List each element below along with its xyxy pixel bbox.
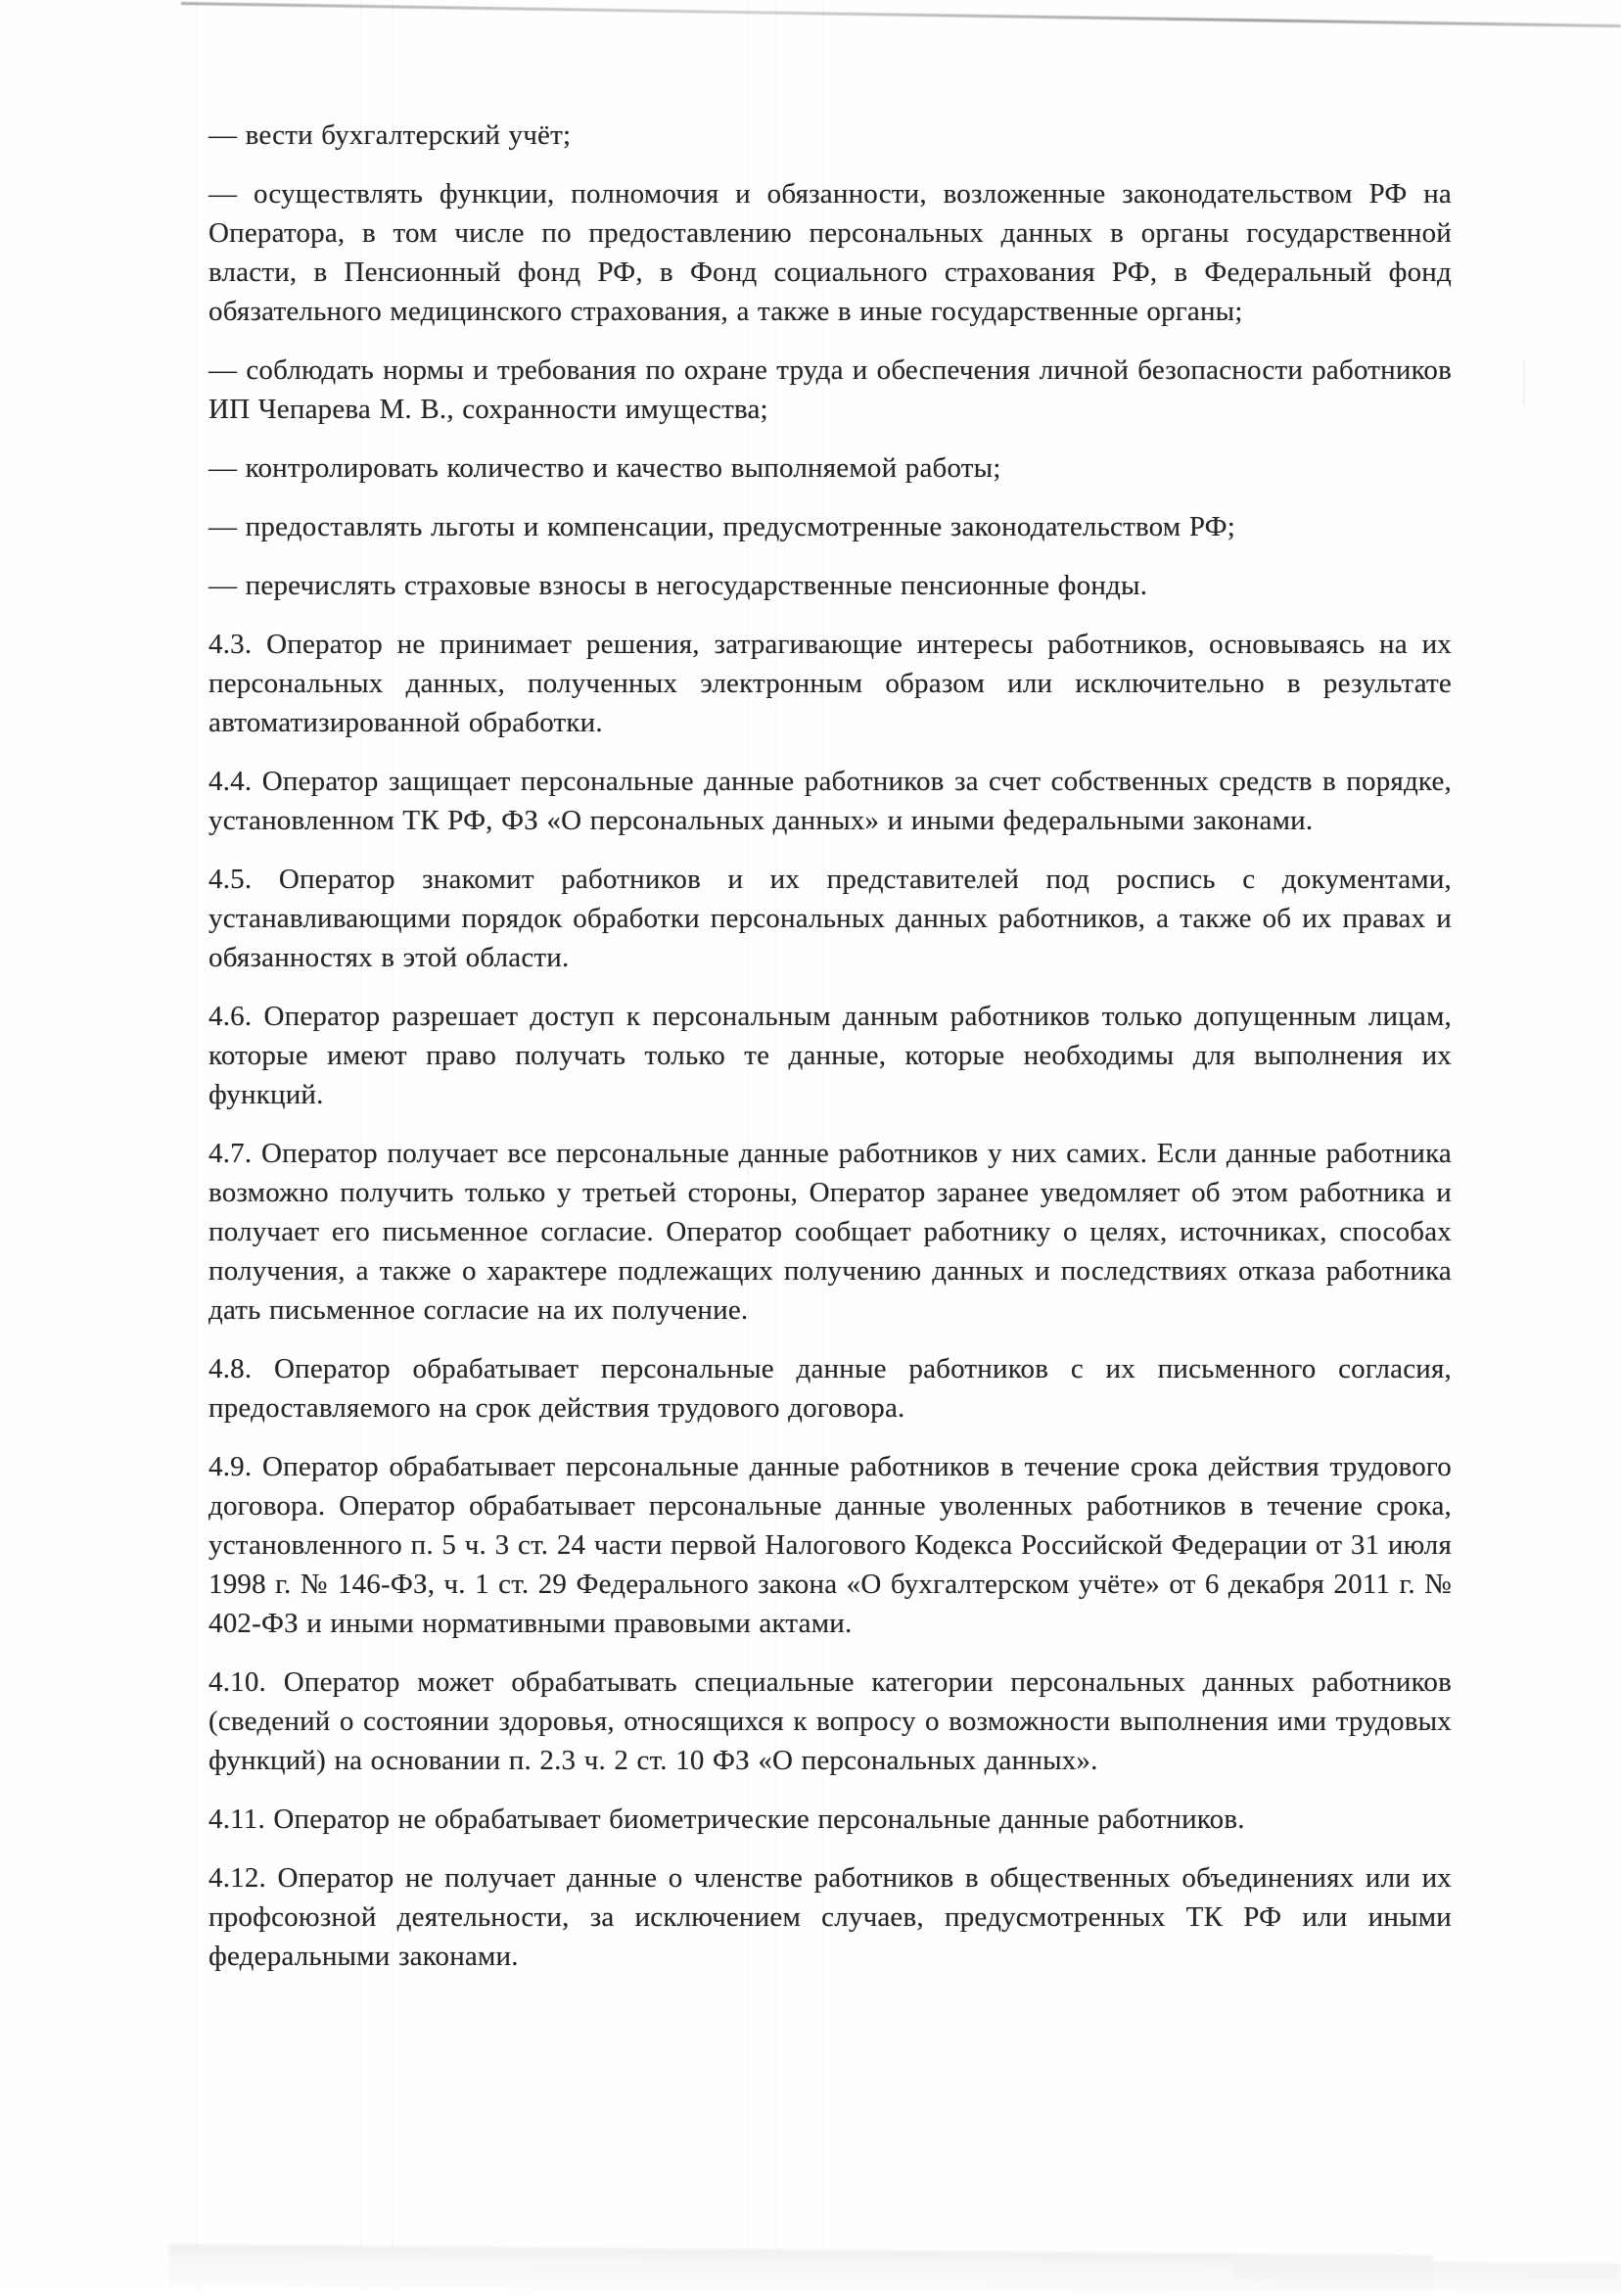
scan-artifact-bottom-band — [1233, 2260, 1621, 2293]
numbered-clause — [208, 997, 1452, 1114]
paragraph-text: предоставлять льготы и компенсации, предусмотренные законодательством РФ; — [245, 511, 1236, 542]
paragraph-text: Оператор обрабатывает персональные данные работников в течение срока действия трудового договора. Оператор обрабатывает персональные данные уволенных работников в течение срока, установленного п. 5 ч. 3 ст. 24 части первой Налогового Кодекса Российской Федерации от 31 июля 1998 г. № 146-ФЗ, ч. 1 ст. 29 Федерального закона «О бухгалтерском учёте» от 6 декабря 2011 г. № 402-ФЗ и иными нормативными правовыми актами. — [208, 1451, 1453, 1639]
paragraph-marker: 4.6. — [208, 1001, 253, 1032]
paragraph-marker: 4.10. — [208, 1666, 266, 1698]
paragraph-text: вести бухгалтерский учёт; — [245, 119, 572, 151]
scan-artifact-vertical-streak — [196, 0, 198, 2290]
paragraph-marker: — — [208, 354, 238, 386]
paragraph-marker: — — [208, 570, 238, 601]
dash-list-item — [208, 448, 1452, 488]
paragraph-marker: — — [208, 178, 238, 210]
document-text — [208, 116, 1452, 1976]
paragraph-marker: 4.11. — [208, 1804, 265, 1835]
paragraph-text: Оператор разрешает доступ к персональным данным работников только допущенным лицам, которые имеют право получать только те данные, которые необходимы для выполнения их функций. — [208, 1001, 1453, 1110]
numbered-clause — [208, 1349, 1452, 1428]
paragraph-text: перечислять страховые взносы в негосударственные пенсионные фонды. — [245, 570, 1148, 601]
numbered-clause — [208, 625, 1452, 742]
dash-list-item — [208, 351, 1452, 429]
scan-artifact-top-line — [181, 2, 1621, 27]
paragraph-text: осуществлять функции, полномочия и обязанности, возложенные законодательством РФ на Оператора, в том числе по предоставлению персональных данных в органы государственной власти, в Пенсионный фонд РФ, в Фонд социального страхования РФ, в Федеральный фонд обязательного медицинского страхования, а также в иные государственные органы; — [208, 178, 1453, 327]
paragraph-text: Оператор обрабатывает персональные данные работников с их письменного согласия, предоставляемого на срок действия трудового договора. — [208, 1353, 1453, 1424]
paragraph-marker: 4.8. — [208, 1353, 253, 1384]
scan-artifact-bottom-band — [168, 2244, 1433, 2296]
numbered-clause — [208, 1858, 1452, 1976]
paragraph-marker: 4.12. — [208, 1862, 266, 1894]
paragraph-text: Оператор получает все персональные данные работников у них самих. Если данные работника возможно получить только у третьей стороны, Оператор заранее уведомляет об этом работника и получает его письменное согласие. Оператор сообщает работнику о целях, источниках, способах получения, а также о характере подлежащих получению данных и последствиях отказа работника дать письменное согласие на их получение. — [208, 1138, 1453, 1326]
dash-list-item — [208, 507, 1452, 546]
paragraph-marker: 4.3. — [208, 629, 253, 660]
numbered-clause — [208, 1800, 1452, 1839]
paragraph-text: Оператор не принимает решения, затрагивающие интересы работников, основываясь на их персональных данных, полученных электронным образом или исключительно в результате автоматизированной обработки. — [208, 629, 1452, 738]
paragraph-marker: 4.9. — [208, 1451, 253, 1482]
paragraph-marker: — — [208, 119, 238, 151]
paragraph-text: соблюдать нормы и требования по охране труда и обеспечения личной безопасности работников ИП Чепарева М. В., сохранности имущества; — [208, 354, 1452, 425]
numbered-clause — [208, 762, 1452, 840]
numbered-clause — [208, 860, 1452, 977]
paragraph-text: Оператор не получает данные о членстве работников в общественных объединениях или их профсоюзной деятельности, за исключением случаев, предусмотренных ТК РФ или иными федеральными законами. — [208, 1862, 1452, 1972]
scan-artifact-right-margin-tick — [1523, 360, 1525, 405]
paragraph-text: Оператор может обрабатывать специальные категории персональных данных работников (сведений о состоянии здоровья, относящихся к вопросу о возможности выполнения ими трудовых функций) на основании п. 2.3 ч. 2 ст. 10 ФЗ «О персональных данных». — [208, 1666, 1453, 1776]
paragraph-marker: — — [208, 452, 238, 484]
dash-list-item — [208, 116, 1452, 155]
paragraph-text: контролировать количество и качество выполняемой работы; — [245, 452, 1001, 484]
paragraph-marker: 4.4. — [208, 766, 253, 797]
dash-list-item — [208, 174, 1452, 331]
numbered-clause — [208, 1134, 1452, 1330]
dash-list-item — [208, 566, 1452, 605]
numbered-clause — [208, 1447, 1452, 1643]
numbered-clause — [208, 1663, 1452, 1780]
paragraph-marker: 4.7. — [208, 1138, 253, 1169]
paragraph-text: Оператор защищает персональные данные работников за счет собственных средств в порядке, установленном ТК РФ, ФЗ «О персональных данных» и иными федеральными законами. — [208, 766, 1453, 836]
paragraph-text: Оператор не обрабатывает биометрические персональные данные работников. — [273, 1804, 1245, 1835]
paragraph-marker: — — [208, 511, 238, 542]
paragraph-text: Оператор знакомит работников и их представителей под роспись с документами, устанавливающими порядок обработки персональных данных работников, а также об их правах и обязанностях в этой области. — [208, 864, 1452, 973]
paragraph-marker: 4.5. — [208, 864, 253, 895]
